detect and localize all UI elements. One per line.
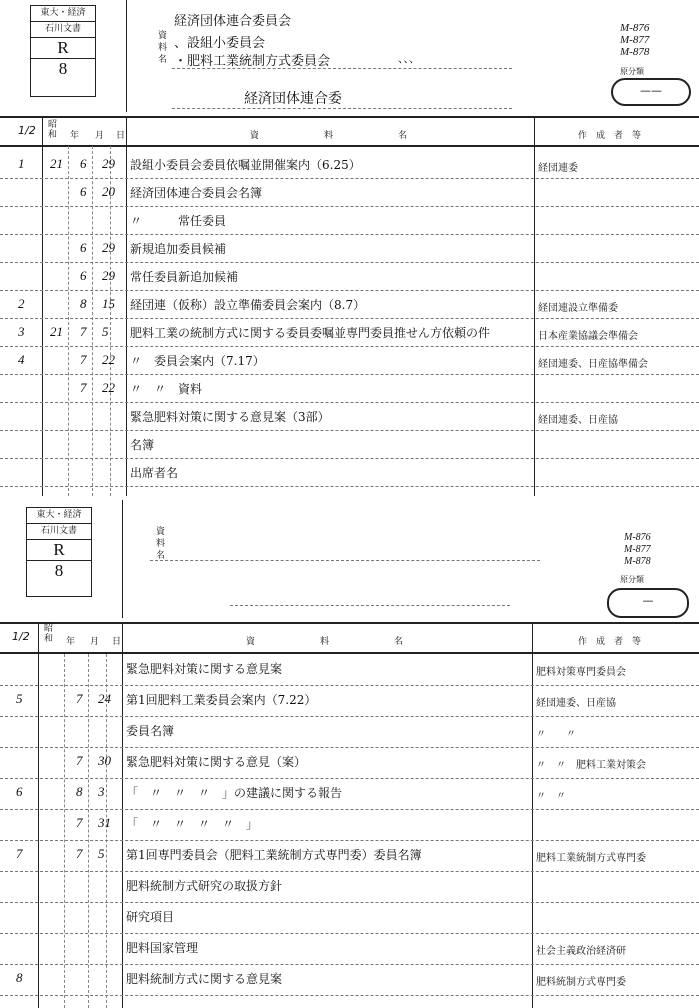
table-row xyxy=(0,935,699,962)
classification-oval: —— xyxy=(611,78,691,106)
col-era: 昭和 xyxy=(48,120,58,140)
row-era-year: 21 xyxy=(50,324,63,339)
col-author: 作 成 者 等 xyxy=(578,131,642,141)
stamp-reel-letter: R xyxy=(57,38,69,57)
row-number: 2 xyxy=(18,296,25,311)
row-author: 肥料対策専門委員会 xyxy=(536,667,626,678)
table-row xyxy=(0,687,699,714)
row-material-title: 〃 常任委員 xyxy=(130,214,227,228)
title-line-1: 経済団体連合委員会 xyxy=(174,14,292,29)
table-row xyxy=(0,749,699,776)
row-author: 日本産業協議会準備会 xyxy=(538,331,638,342)
row-material-title: 肥料国家管理 xyxy=(126,941,199,955)
row-day: 31 xyxy=(98,815,111,830)
row-author: 経団連委、日産協準備会 xyxy=(538,359,648,370)
row-day: 15 xyxy=(102,296,115,311)
col2-material: 資 料 名 xyxy=(246,637,432,647)
col-month: 月 xyxy=(95,131,105,141)
row-number: 5 xyxy=(16,691,23,706)
row-material-title: 緊急肥料対策に関する意見案（3部） xyxy=(130,410,330,424)
row-number: 7 xyxy=(16,846,23,861)
row-material-title: 新規追加委員候補 xyxy=(130,242,227,256)
table-row xyxy=(0,904,699,931)
row-day: 3 xyxy=(98,784,105,799)
row-author: 〃 〃 肥料工業対策会 xyxy=(536,760,646,771)
row-material-title: 「 〃 〃 〃 〃 」 xyxy=(126,817,259,831)
row-author: 〃 〃 xyxy=(536,729,576,740)
row-material-title: 名簿 xyxy=(130,438,155,452)
col2-no: 1/2 xyxy=(12,630,30,643)
col-no: 1/2 xyxy=(18,124,36,137)
row-month: 6 xyxy=(80,156,87,171)
row-day: 29 xyxy=(102,156,115,171)
row-day: 24 xyxy=(98,691,111,706)
stamp2-reel-number: 8 xyxy=(27,560,91,581)
row-month: 7 xyxy=(76,753,83,768)
row-author: 社会主義政治経済研 xyxy=(536,946,626,957)
row-material-title: 第1回肥料工業委員会案内（7.22） xyxy=(126,693,317,707)
row-material-title: 緊急肥料対策に関する意見（案） xyxy=(126,755,307,769)
code-list-2: M-876 M-877 M-878 xyxy=(624,532,651,567)
col2-month: 月 xyxy=(90,637,100,647)
row-material-title: 肥料統制方式に関する意見案 xyxy=(126,972,283,986)
table-row xyxy=(0,873,699,900)
row-material-title: 肥料統制方式研究の取扱方針 xyxy=(126,879,283,893)
col-material: 資 料 名 xyxy=(250,131,436,141)
row-material-title: 設組小委員会委員依嘱並開催案内（6.25） xyxy=(130,158,361,172)
row-month: 7 xyxy=(80,380,87,395)
row-day: 5 xyxy=(98,846,105,861)
row-month: 8 xyxy=(80,296,87,311)
row-month: 7 xyxy=(80,352,87,367)
table-row xyxy=(0,320,699,347)
row-material-title: 第1回専門委員会（肥料工業統制方式専門委）委員名簿 xyxy=(126,848,422,862)
title-suffix: 、、、 xyxy=(398,52,420,65)
row-material-title: 〃 〃 資料 xyxy=(130,382,203,396)
table-row xyxy=(0,292,699,319)
row-number: 1 xyxy=(18,156,25,171)
row-material-title: 研究項目 xyxy=(126,910,175,924)
row-material-title: 委員名簿 xyxy=(126,724,175,738)
table-row xyxy=(0,180,699,207)
col2-day: 日 xyxy=(112,637,122,647)
row-month: 6 xyxy=(80,240,87,255)
row-day: 29 xyxy=(102,240,115,255)
col2-year: 年 xyxy=(66,637,76,647)
row-material-title: 出席者名 xyxy=(130,466,179,480)
classification-oval-2: — xyxy=(607,588,689,618)
row-number: 8 xyxy=(16,970,23,985)
row-month: 7 xyxy=(76,815,83,830)
row-material-title: 経済団体連合委員会名簿 xyxy=(130,186,263,200)
archive-stamp-2 xyxy=(26,507,92,597)
table-row xyxy=(0,236,699,263)
row-author: 経団連委、日産協 xyxy=(536,698,616,709)
row-day: 29 xyxy=(102,268,115,283)
row-author: 肥料工業統制方式専門委 xyxy=(536,853,646,864)
material-label: 資 料 名 xyxy=(158,31,168,65)
stamp-reel-number: 8 xyxy=(31,58,95,79)
row-number: 4 xyxy=(18,352,25,367)
col2-era: 昭和 xyxy=(44,624,54,644)
row-day: 5 xyxy=(102,324,109,339)
table-row xyxy=(0,264,699,291)
class-label: 原分類 xyxy=(620,67,644,76)
code-list: M-876 M-877 M-878 xyxy=(620,22,650,58)
row-month: 7 xyxy=(80,324,87,339)
row-material-title: 緊急肥料対策に関する意見案 xyxy=(126,662,283,676)
archive-stamp xyxy=(30,5,96,97)
row-day: 30 xyxy=(98,753,111,768)
table-row xyxy=(0,432,699,459)
material-label-2: 資 料 名 xyxy=(156,527,166,561)
stamp2-line-2: 石川文書 xyxy=(27,524,91,540)
col-day: 日 xyxy=(116,131,126,141)
table-row xyxy=(0,460,699,487)
row-month: 7 xyxy=(76,691,83,706)
row-author: 経団連委、日産協 xyxy=(538,415,618,426)
row-day: 22 xyxy=(102,352,115,367)
table-row xyxy=(0,208,699,235)
row-material-title: 肥料工業の統制方式に関する委員委嘱並専門委員推せん方依頼の件 xyxy=(130,326,491,340)
stamp-line-2: 石川文書 xyxy=(31,22,95,38)
row-month: 7 xyxy=(76,846,83,861)
table-row xyxy=(0,152,699,179)
title-line-2: 、設組小委員会 xyxy=(174,36,266,51)
row-material-title: 「 〃 〃 〃 」の建議に関する報告 xyxy=(126,786,343,800)
table-row xyxy=(0,718,699,745)
row-month: 8 xyxy=(76,784,83,799)
class-label-2: 原分類 xyxy=(620,575,644,584)
subtitle: 経済団体連合委 xyxy=(244,91,342,107)
table-row xyxy=(0,404,699,431)
row-material-title: 常任委員新追加候補 xyxy=(130,270,239,284)
row-day: 22 xyxy=(102,380,115,395)
table-row xyxy=(0,780,699,807)
row-author: 経団連委 xyxy=(538,163,578,174)
col-year: 年 xyxy=(70,131,80,141)
table-row xyxy=(0,656,699,683)
row-material-title: 経団連（仮称）設立準備委員会案内（8.7） xyxy=(130,298,366,312)
row-month: 6 xyxy=(80,268,87,283)
stamp2-reel-letter: R xyxy=(53,540,65,559)
col2-author: 作 成 者 等 xyxy=(578,637,642,647)
row-author: 肥料統制方式専門委 xyxy=(536,977,626,988)
row-author: 経団連設立準備委 xyxy=(538,303,618,314)
stamp-line-1: 東大・経済 xyxy=(31,6,95,22)
row-number: 6 xyxy=(16,784,23,799)
table-row xyxy=(0,376,699,403)
table-row xyxy=(0,811,699,838)
title-line-3: ・肥料工業統制方式委員会 xyxy=(174,54,331,69)
table-row xyxy=(0,348,699,375)
row-number: 3 xyxy=(18,324,25,339)
stamp2-line-1: 東大・経済 xyxy=(27,508,91,524)
row-material-title: 〃 委員会案内（7.17） xyxy=(130,354,265,368)
row-author: 〃 〃 xyxy=(536,791,566,802)
table-row xyxy=(0,842,699,869)
row-month: 6 xyxy=(80,184,87,199)
row-day: 20 xyxy=(102,184,115,199)
table-row xyxy=(0,966,699,993)
row-era-year: 21 xyxy=(50,156,63,171)
